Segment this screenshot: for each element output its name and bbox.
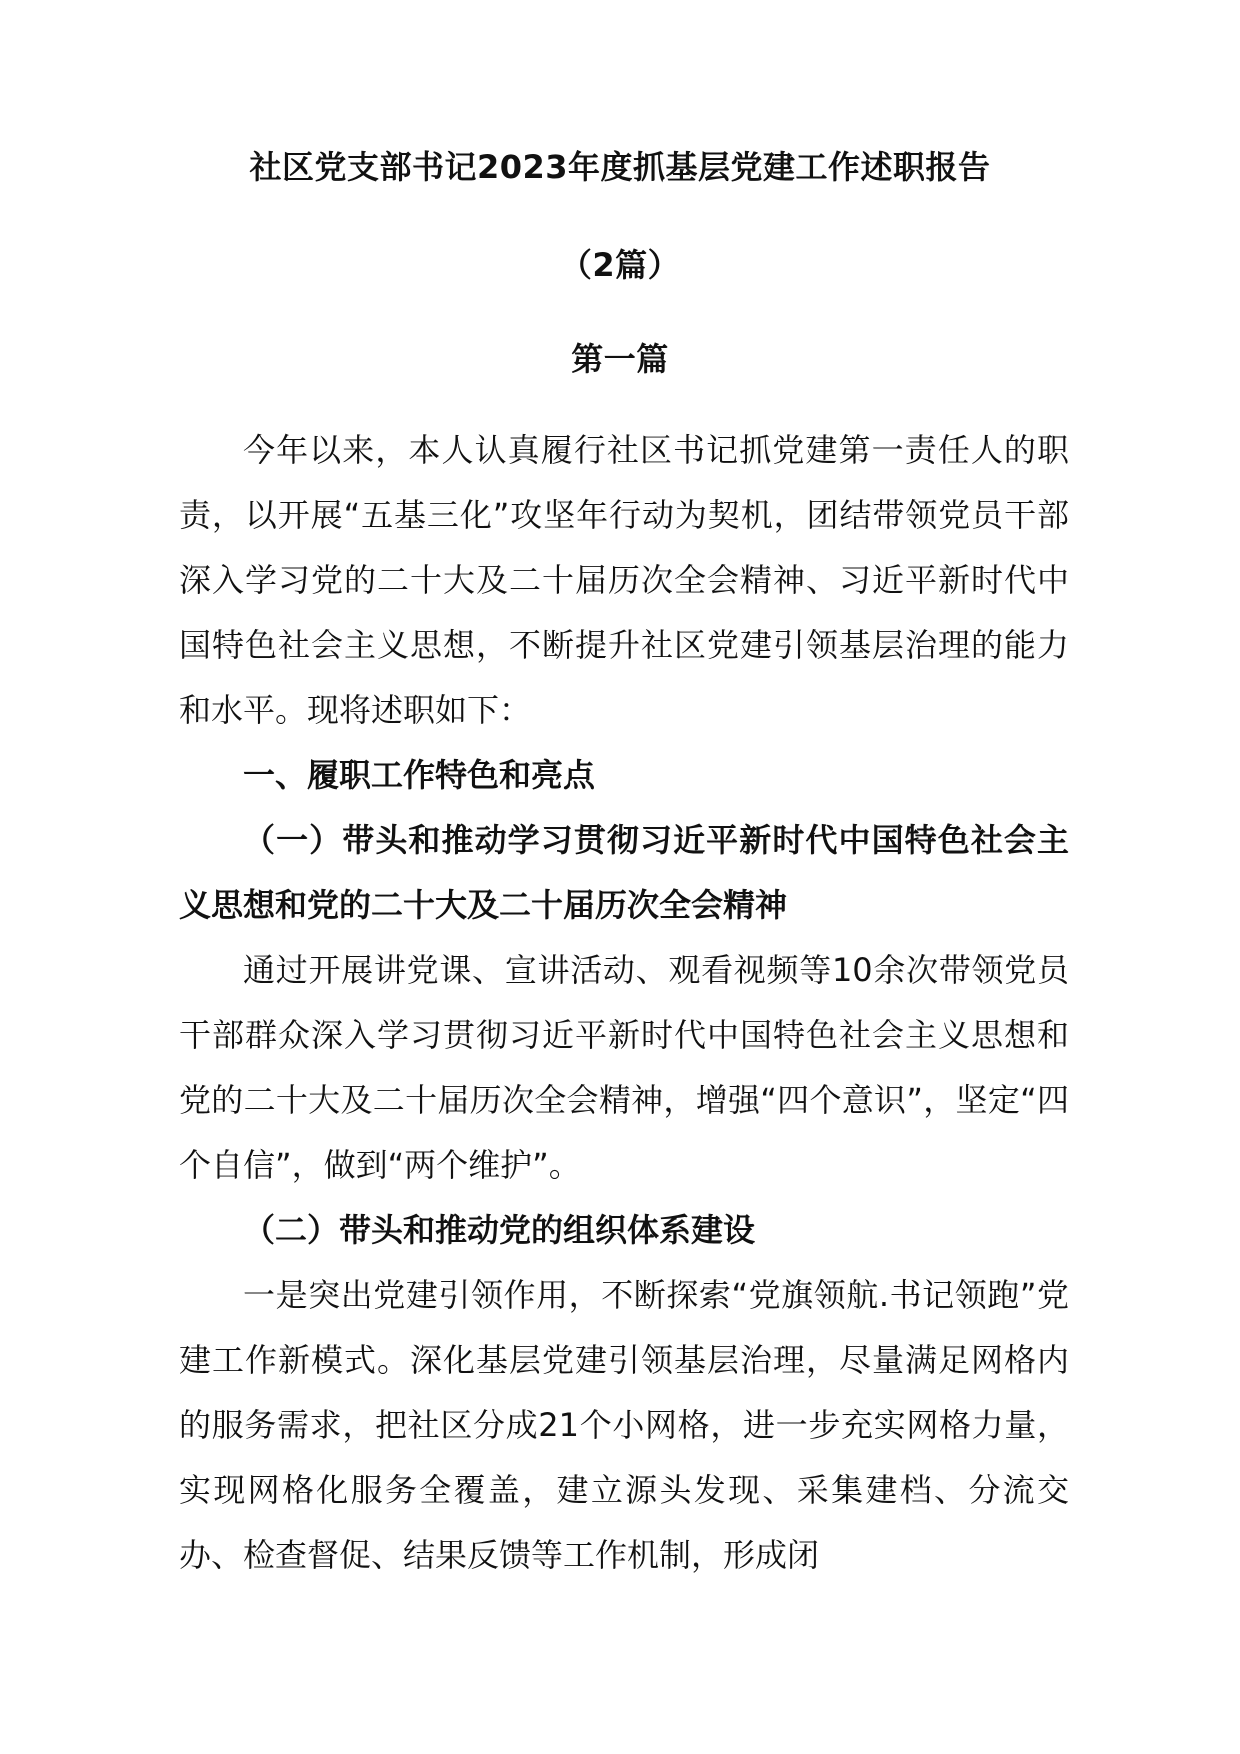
subsection-heading-1: （一）带头和推动学习贯彻习近平新时代中国特色社会主义思想和党的二十大及二十届历次全会精神 [179, 821, 1069, 924]
document-subtitle: （2篇） [559, 246, 681, 284]
document-body [179, 418, 1069, 1588]
chapter-heading: 第一篇 [571, 340, 669, 378]
subsection-heading-2: （二）带头和推动党的组织体系建设 [243, 1211, 756, 1249]
section-heading-1: 一、履职工作特色和亮点 [243, 756, 596, 794]
intro-paragraph: 今年以来，本人认真履行社区书记抓党建第一责任人的职责，以开展“五基三化”攻坚年行动为契机，团结带领党员干部深入学习党的二十大及二十届历次全会精神、习近平新时代中国特色社会主义思想，不断提升社区党建引领基层治理的能力和水平。现将述职如下： [179, 431, 1069, 729]
subsection-paragraph-1: 通过开展讲党课、宣讲活动、观看视频等10余次带领党员干部群众深入学习贯彻习近平新时代中国特色社会主义思想和党的二十大及二十届历次全会精神，增强“四个意识”，坚定“四个自信”，做到“两个维护”。 [179, 951, 1069, 1184]
document-title: 社区党支部书记2023年度抓基层党建工作述职报告 [249, 148, 991, 186]
subsection-paragraph-2: 一是突出党建引领作用，不断探索“党旗领航.书记领跑”党建工作新模式。深化基层党建引领基层治理，尽量满足网格内的服务需求，把社区分成21个小网格，进一步充实网格力量，实现网格化服务全覆盖，建立源头发现、采集建档、分流交办、检查督促、结果反馈等工作机制，形成闭 [179, 1276, 1069, 1574]
